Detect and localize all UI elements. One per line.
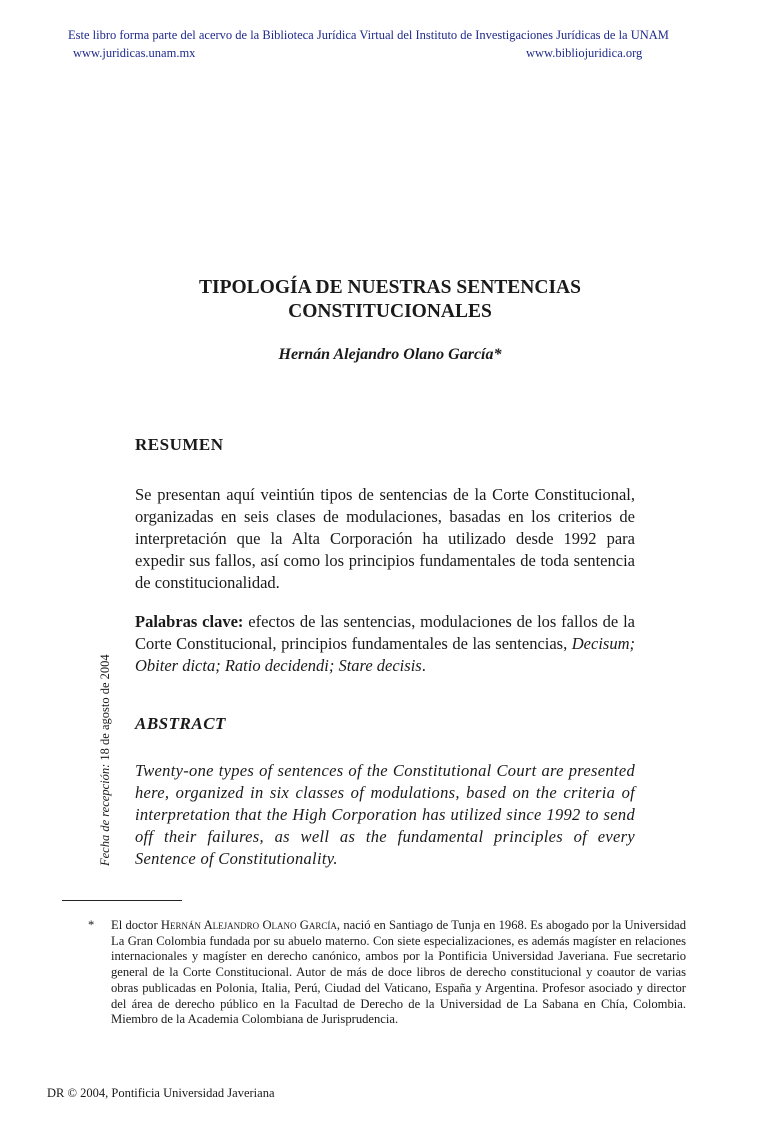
keywords-label: Palabras clave:: [135, 612, 244, 631]
abstract-body: Twenty-one types of sentences of the Constitutional Court are presented here, organized in six classes of modulations, based on the criteria of interpretation that the High Corporation has utilized since 1992 to send off their failures, as well as the fundamental principles of every Sentence of Constitutionality.: [135, 761, 635, 868]
footer-copyright: DR © 2004, Pontificia Universidad Javeriana: [47, 1086, 275, 1100]
title-line-1: TIPOLOGÍA DE NUESTRAS SENTENCIAS: [199, 277, 581, 298]
reception-date-value: 18 de agosto de 2004: [98, 654, 112, 761]
keywords-text: efectos de las sentencias, modulaciones de los fallos de la Corte Constitucional, principios fundamentales de las sentencias,: [135, 612, 635, 653]
footnote-body: , nació en Santiago de Tunja en 1968. Es abogado por la Universidad La Gran Colombia fundada por su abuelo materno. Con siete especializaciones, es además magíster en relaciones internacionales y magíster en derecho canónico, ambos por la Pontificia Universidad Javeriana. Fue secretario general de la Corte Constitucional. Autor de más de doce libros de derecho constitucional y coautor de varias obras publicadas en Polonia, Italia, Perú, Ciudad del Vaticano, España y Argentina. Profesor asociado y director del área de derecho público en la Facultad de Derecho de la Universidad de La Sabana en Chía, Colombia. Miembro de la Academia Colombiana de Jurisprudencia.: [111, 918, 687, 1027]
resumen-heading: RESUMEN: [135, 435, 224, 454]
keywords-end: .: [421, 656, 426, 675]
keywords-paragraph: [135, 611, 635, 677]
resumen-body: Se presentan aquí veintiún tipos de sentencias de la Corte Constitucional, organizadas en seis clases de modulaciones, basadas en los criterios de interpretación que la Alta Corporación ha utilizado desde 1992 para expedir sus fallos, así como los principios fundamentales de toda sentencia de constitucionalidad.: [135, 485, 635, 592]
footnote-intro: El doctor: [111, 918, 158, 932]
reception-label: Fecha de recepción:: [98, 763, 112, 866]
footnote-author-name: Hernán Alejandro Olano García: [160, 918, 337, 932]
header-link-bibliojuridica[interactable]: www.bibliojuridica.org: [526, 46, 643, 60]
article-author: Hernán Alejandro Olano García*: [278, 346, 502, 363]
article-title: [120, 276, 660, 324]
header-notice: Este libro forma parte del acervo de la Biblioteca Jurídica Virtual del Instituto de Investigaciones Jurídicas de la UNAM: [68, 28, 669, 42]
header-link-juridicas[interactable]: www.juridicas.unam.mx: [73, 46, 196, 60]
author-footnote: [88, 918, 686, 1028]
footnote-marker: *: [88, 918, 95, 932]
keywords-latin: Decisum; Obiter dicta; Ratio decidendi; Stare decisis: [135, 634, 635, 675]
reception-date: [98, 654, 113, 866]
footnote-text: [111, 918, 686, 1028]
title-line-2: CONSTITUCIONALES: [288, 301, 492, 322]
abstract-heading: ABSTRACT: [135, 714, 226, 733]
footnote-rule: [62, 900, 182, 901]
